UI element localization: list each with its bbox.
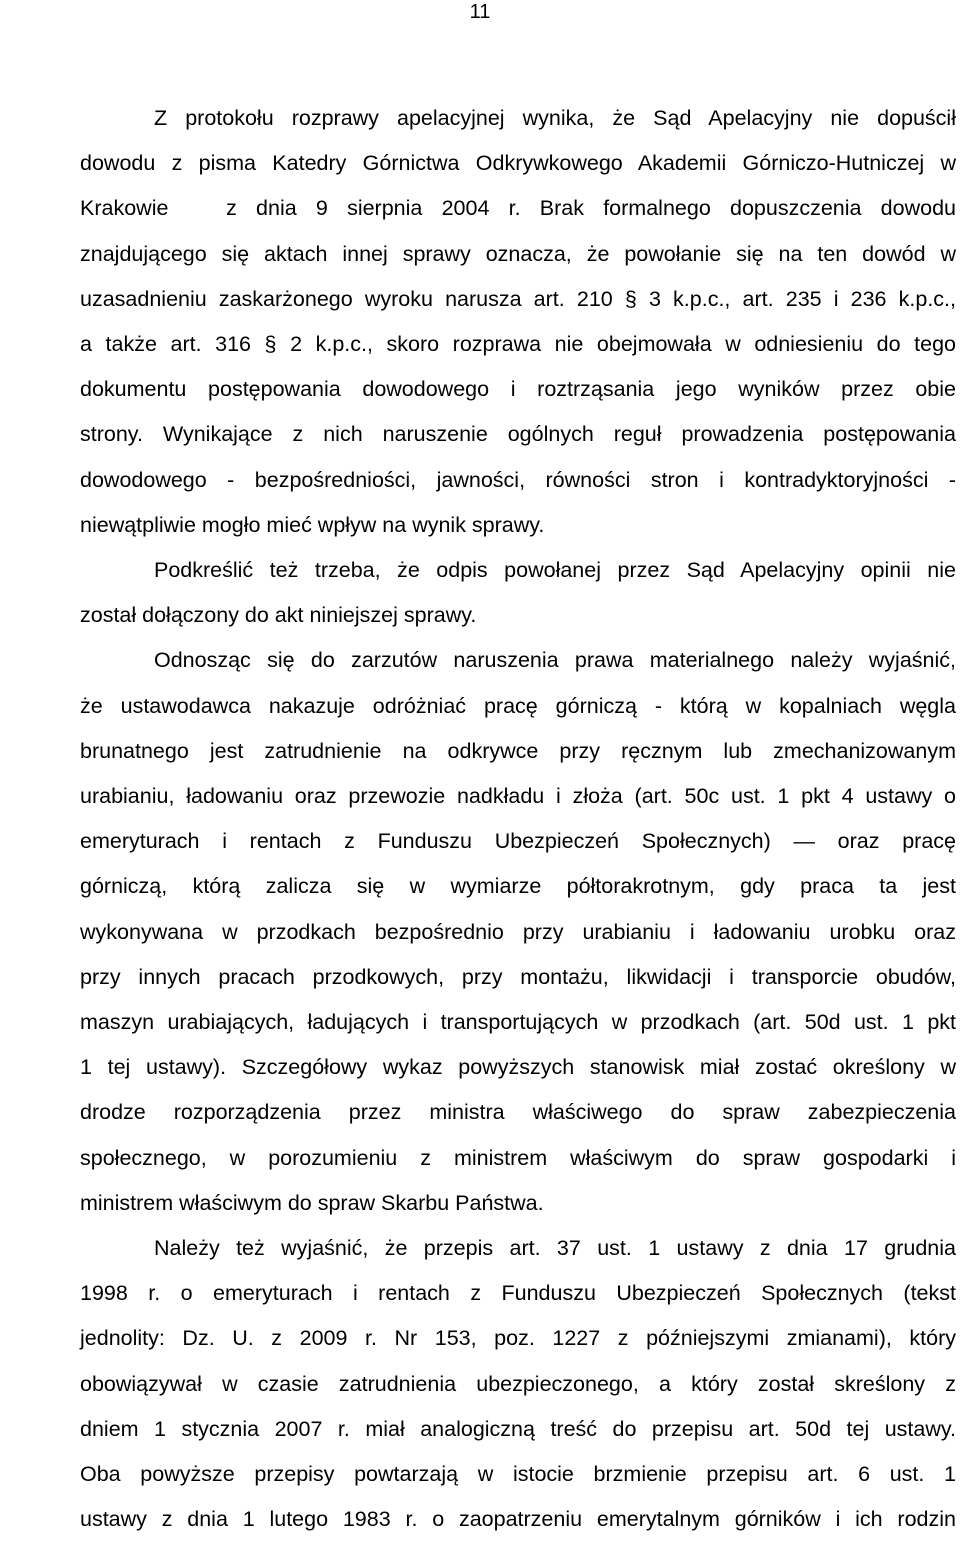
text-line: emeryturach i rentach z Funduszu Ubezpieczeń Społecznych) — oraz pracę — [80, 829, 956, 854]
text-line: brunatnego jest zatrudnienie na odkrywce przy ręcznym lub zmechanizowanym — [80, 738, 956, 763]
text-line: Należy też wyjaśnić, że przepis art. 37 ust. 1 ustawy z dnia 17 grudnia — [154, 1236, 956, 1261]
text-line: Podkreślić też trzeba, że odpis powołanej przez Sąd Apelacyjny opinii nie — [154, 558, 956, 583]
text-line: Krakowie z dnia 9 sierpnia 2004 r. Brak formalnego dopuszczenia dowodu — [80, 196, 956, 221]
text-line: jednolity: Dz. U. z 2009 r. Nr 153, poz. 1227 z późniejszymi zmianami), który — [80, 1326, 956, 1351]
text-line: obowiązywał w czasie zatrudnienia ubezpieczonego, a który został skreślony z — [80, 1371, 956, 1396]
text-line: uzasadnieniu zaskarżonego wyroku narusza art. 210 § 3 k.p.c., art. 235 i 236 k.p.c., — [80, 286, 956, 311]
text-line: dowodu z pisma Katedry Górnictwa Odkrywkowego Akademii Górniczo-Hutniczej w — [80, 151, 956, 176]
paragraph-4 — [6, 1226, 956, 1542]
text-line: urabianiu, ładowaniu oraz przewozie nadkładu i złoża (art. 50c ust. 1 pkt 4 ustawy o — [80, 784, 956, 809]
document-body — [6, 96, 956, 1543]
text-line: strony. Wynikające z nich naruszenie ogólnych reguł prowadzenia postępowania — [80, 422, 956, 447]
text-line: dniem 1 stycznia 2007 r. miał analogiczną treść do przepisu art. 50d tej ustawy. — [80, 1416, 956, 1441]
paragraph-2 — [6, 548, 956, 638]
text-line: 1998 r. o emeryturach i rentach z Funduszu Ubezpieczeń Społecznych (tekst — [80, 1281, 956, 1306]
text-line: dokumentu postępowania dowodowego i roztrząsania jego wyników przez obie — [80, 377, 956, 402]
text-line: dowodowego - bezpośredniości, jawności, równości stron i kontradyktoryjności - — [80, 467, 956, 492]
text-line: drodze rozporządzenia przez ministra właściwego do spraw zabezpieczenia — [80, 1100, 956, 1125]
text-line: maszyn urabiających, ładujących i transportujących w przodkach (art. 50d ust. 1 pkt — [80, 1010, 956, 1035]
text-line: że ustawodawca nakazuje odróżniać pracę górniczą - którą w kopalniach węgla — [80, 693, 956, 718]
text-line: Oba powyższe przepisy powtarzają w istocie brzmienie przepisu art. 6 ust. 1 — [80, 1462, 956, 1487]
text-line: został dołączony do akt niniejszej sprawy. — [80, 603, 477, 628]
paragraph-1 — [6, 96, 956, 548]
text-line: przy innych pracach przodkowych, przy montażu, likwidacji i transporcie obudów, — [80, 964, 956, 989]
paragraph-3 — [6, 638, 956, 1226]
text-line: znajdującego się aktach innej sprawy oznacza, że powołanie się na ten dowód w — [80, 241, 956, 266]
text-line: Odnosząc się do zarzutów naruszenia prawa materialnego należy wyjaśnić, — [154, 648, 956, 673]
text-line: ustawy z dnia 1 lutego 1983 r. o zaopatrzeniu emerytalnym górników i ich rodzin — [80, 1507, 956, 1532]
text-line: Z protokołu rozprawy apelacyjnej wynika, że Sąd Apelacyjny nie dopuścił — [154, 106, 956, 130]
text-line: a także art. 316 § 2 k.p.c., skoro rozprawa nie obejmowała w odniesieniu do tego — [80, 332, 956, 357]
page-number: 11 — [469, 1, 491, 23]
text-line: 1 tej ustawy). Szczegółowy wykaz powyższych stanowisk miał zostać określony w — [80, 1055, 956, 1080]
text-line: niewątpliwie mogło mieć wpływ na wynik sprawy. — [80, 512, 545, 537]
text-line: wykonywana w przodkach bezpośrednio przy urabianiu i ładowaniu urobku oraz — [80, 919, 956, 944]
text-line: górniczą, którą zalicza się w wymiarze półtorakrotnym, gdy praca ta jest — [80, 874, 956, 899]
text-line: ministrem właściwym do spraw Skarbu Państwa. — [80, 1190, 544, 1215]
text-line: społecznego, w porozumieniu z ministrem właściwym do spraw gospodarki i — [80, 1145, 956, 1170]
